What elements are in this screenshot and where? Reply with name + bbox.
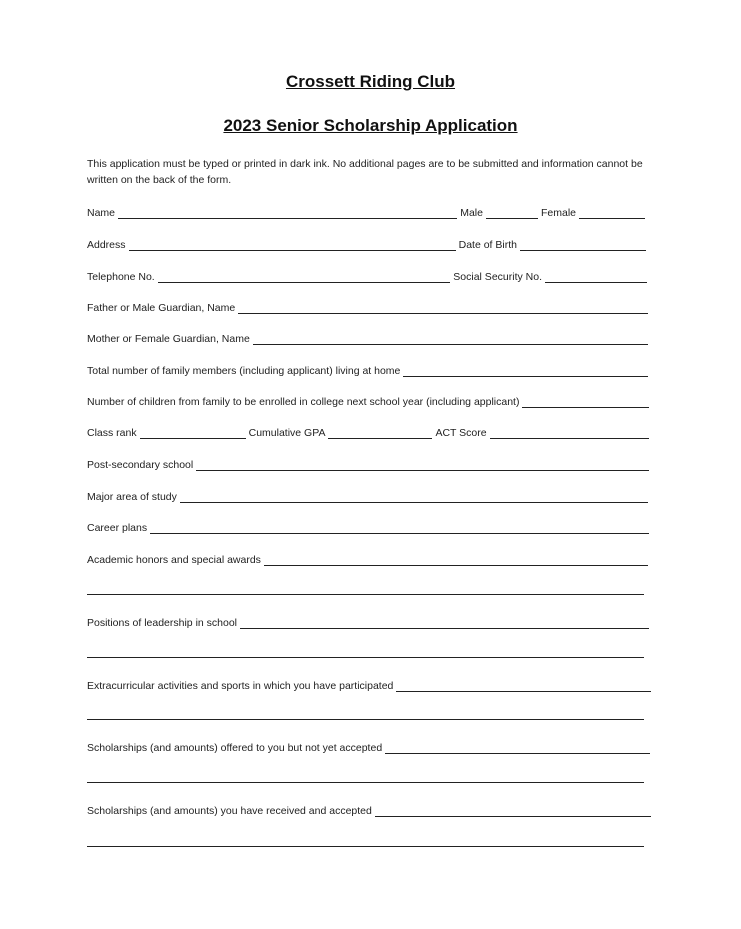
class-rank-label: Class rank bbox=[87, 427, 137, 439]
dob-label: Date of Birth bbox=[458, 239, 517, 251]
career-line[interactable] bbox=[150, 522, 649, 534]
telephone-label: Telephone No. bbox=[87, 271, 155, 283]
major-label: Major area of study bbox=[87, 491, 177, 503]
extracurricular-label: Extracurricular activities and sports in which you have participated bbox=[87, 680, 394, 692]
scholarships-offered-line[interactable] bbox=[385, 742, 650, 754]
honors-line[interactable] bbox=[264, 554, 648, 566]
female-label: Female bbox=[540, 207, 576, 219]
gpa-line[interactable] bbox=[328, 427, 432, 439]
father-label: Father or Male Guardian, Name bbox=[87, 302, 236, 314]
family-members-row bbox=[87, 363, 648, 377]
scholarships-offered-line-2[interactable] bbox=[87, 782, 644, 783]
telephone-line[interactable] bbox=[158, 271, 451, 283]
major-line[interactable] bbox=[180, 491, 648, 503]
honors-line-2[interactable] bbox=[87, 594, 644, 595]
scholarships-offered-row bbox=[87, 740, 650, 754]
family-members-line[interactable] bbox=[403, 365, 648, 377]
father-line[interactable] bbox=[238, 302, 648, 314]
leadership-line-2[interactable] bbox=[87, 657, 644, 658]
address-line[interactable] bbox=[129, 239, 456, 251]
address-label: Address bbox=[87, 239, 126, 251]
scholarships-offered-label: Scholarships (and amounts) offered to you but not yet accepted bbox=[87, 742, 383, 754]
name-label: Name bbox=[87, 207, 116, 219]
leadership-line[interactable] bbox=[240, 617, 649, 629]
major-row bbox=[87, 489, 648, 503]
male-line[interactable] bbox=[486, 207, 538, 219]
class-rank-line[interactable] bbox=[140, 427, 246, 439]
mother-line[interactable] bbox=[253, 333, 648, 345]
honors-label: Academic honors and special awards bbox=[87, 554, 261, 566]
post-secondary-row bbox=[87, 457, 649, 471]
children-college-label: Number of children from family to be enrolled in college next school year (including applicant) bbox=[87, 396, 520, 408]
career-row bbox=[87, 520, 649, 534]
scholarships-received-line[interactable] bbox=[375, 805, 651, 817]
address-row bbox=[87, 237, 646, 251]
academics-row bbox=[87, 425, 649, 439]
name-row bbox=[87, 205, 645, 219]
children-college-line[interactable] bbox=[522, 396, 649, 408]
father-row bbox=[87, 300, 648, 314]
scholarships-received-label: Scholarships (and amounts) you have received and accepted bbox=[87, 805, 372, 817]
act-label: ACT Score bbox=[435, 427, 487, 439]
ssn-line[interactable] bbox=[545, 271, 647, 283]
mother-label: Mother or Female Guardian, Name bbox=[87, 333, 250, 345]
instructions-text: This application must be typed or printed in dark ink. No additional pages are to be submitted and information cannot be written on the back of the form. bbox=[87, 158, 643, 186]
children-college-row bbox=[87, 394, 649, 408]
extracurricular-line-2[interactable] bbox=[87, 719, 644, 720]
family-members-label: Total number of family members (including applicant) living at home bbox=[87, 365, 401, 377]
post-secondary-label: Post-secondary school bbox=[87, 459, 194, 471]
club-title: Crossett Riding Club bbox=[285, 72, 456, 91]
ssn-label: Social Security No. bbox=[453, 271, 542, 283]
gpa-label: Cumulative GPA bbox=[248, 427, 326, 439]
act-line[interactable] bbox=[490, 427, 649, 439]
name-line[interactable] bbox=[118, 207, 457, 219]
scholarships-received-line-2[interactable] bbox=[87, 846, 644, 847]
leadership-label: Positions of leadership in school bbox=[87, 617, 238, 629]
female-line[interactable] bbox=[579, 207, 645, 219]
mother-row bbox=[87, 331, 648, 345]
scholarships-received-row bbox=[87, 803, 651, 817]
post-secondary-line[interactable] bbox=[196, 459, 649, 471]
career-label: Career plans bbox=[87, 522, 148, 534]
telephone-row bbox=[87, 269, 647, 283]
honors-row bbox=[87, 552, 648, 566]
form-title: 2023 Senior Scholarship Application bbox=[223, 116, 518, 135]
extracurricular-row bbox=[87, 678, 651, 692]
dob-line[interactable] bbox=[520, 239, 646, 251]
extracurricular-line[interactable] bbox=[396, 680, 651, 692]
leadership-row bbox=[87, 615, 649, 629]
male-label: Male bbox=[460, 207, 483, 219]
